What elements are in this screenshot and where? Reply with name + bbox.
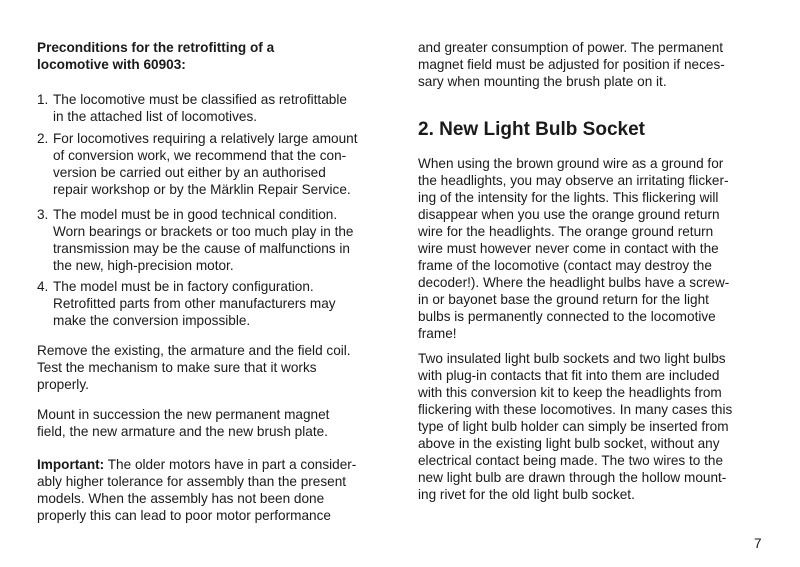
- paragraph-remove: Remove the existing, the armature and the field coil. Test the mechanism to make sure that it works properly.: [37, 343, 351, 392]
- paragraph-continuation: and greater consumption of power. The permanent magnet field must be adjusted for position if neces- sary when mounting the brush plate on it.: [418, 40, 725, 89]
- paragraph-ground-wire: When using the brown ground wire as a ground for the headlights, you may observe an irritating flicker- ing of the intensity for the lights. This flickering will disappear when you use the orange ground return wire for the headlights. The orange ground return wire must however never come in contact with the frame of the locomotive (contact may destroy the decoder!). Where the headlight bulbs have a screw- in or bayonet base the ground return for the light bulbs is permanently connected to the locomotive frame!: [418, 156, 730, 341]
- preconditions-heading: Preconditions for the retrofitting of a locomotive with 60903:: [37, 40, 275, 72]
- paragraph-sockets: Two insulated light bulb sockets and two light bulbs with plug-in contacts that fit into them are included with this conversion kit to keep the headlights from flickering with these locomotives. In many cases this type of light bulb holder can simply be inserted from above in the existing light bulb socket, without any electrical contact being made. The two wires to the new light bulb are drawn through the hollow mount- ing rivet for the old light bulb socket.: [418, 351, 733, 502]
- important-label: Important:: [37, 457, 105, 472]
- paragraph-mount: Mount in succession the new permanent magnet field, the new armature and the new brush plate.: [37, 407, 330, 439]
- section-heading: 2. New Light Bulb Socket: [418, 119, 645, 140]
- page-number: 7: [754, 536, 762, 551]
- paragraph-important: Important: The older motors have in part a consider- ably higher tolerance for assembly than the present models. When the assembly has not been done properly this can lead to poor motor performance: [37, 457, 357, 523]
